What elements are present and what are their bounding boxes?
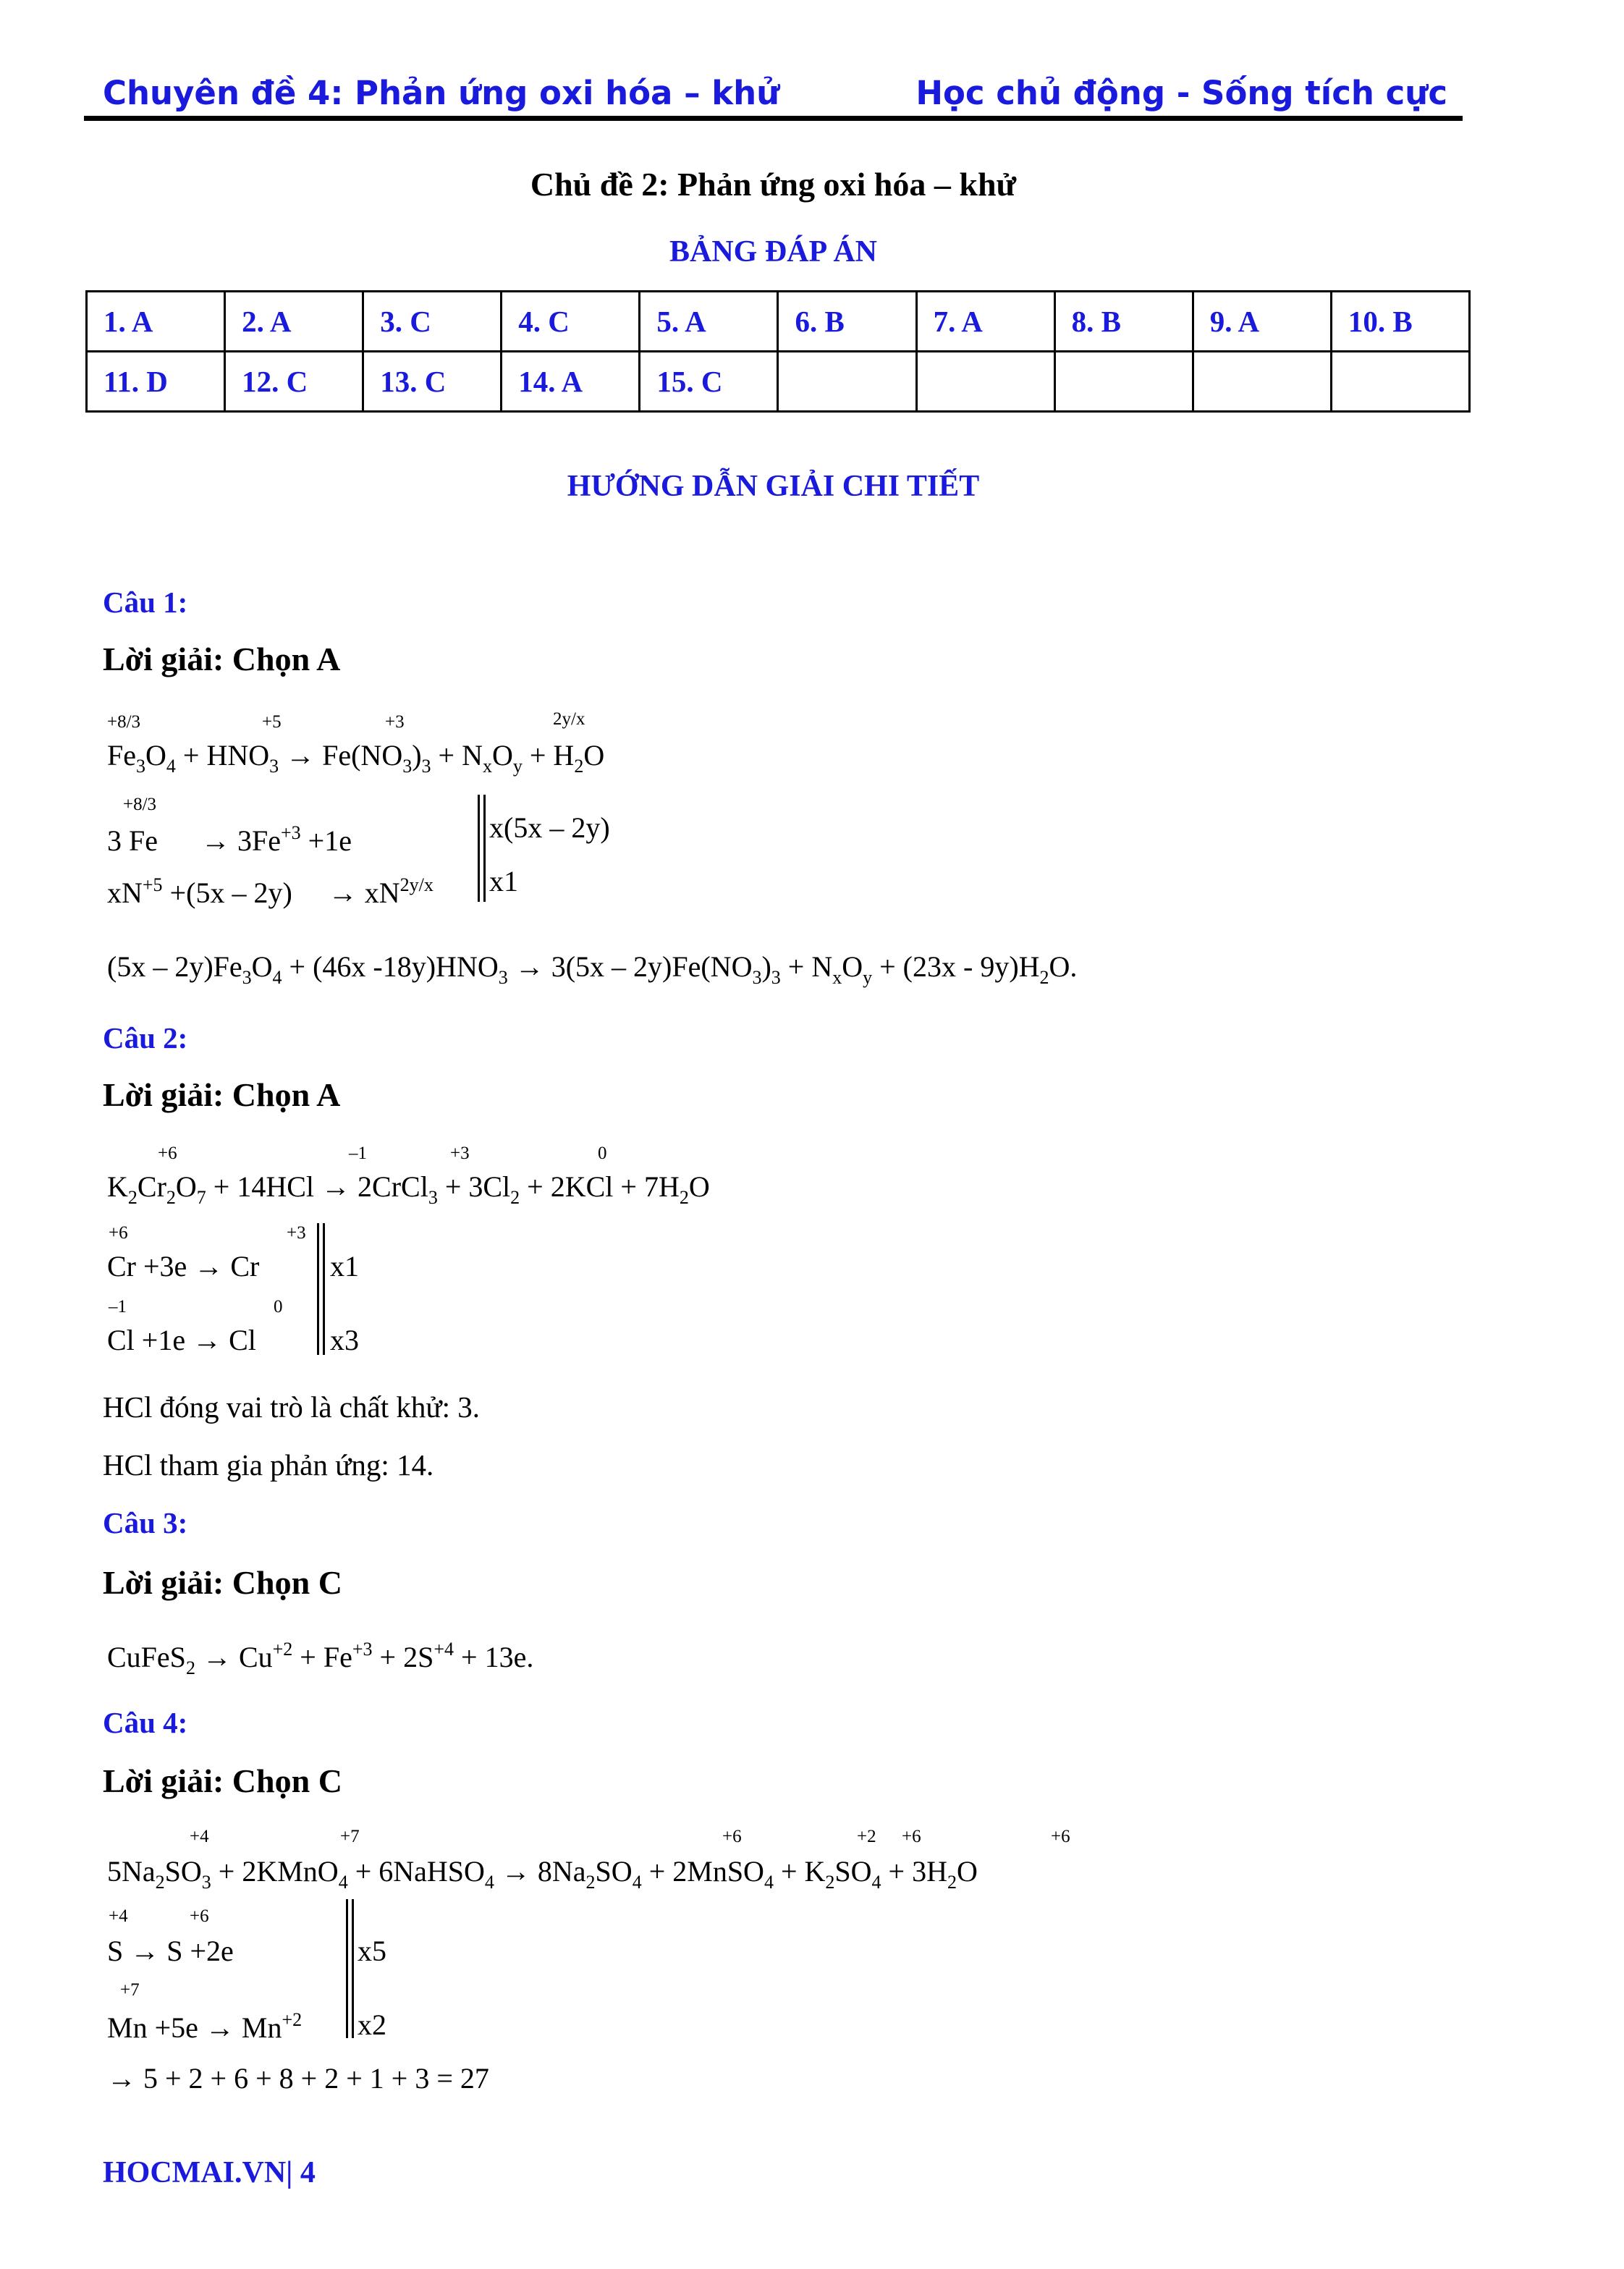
multiplier: x1 (489, 865, 518, 897)
divider (478, 795, 480, 902)
table-row (87, 292, 1470, 352)
question-2-solution: Lời giải: Chọn A (103, 1076, 341, 1113)
half-reaction-4a: S → S +2e (107, 1935, 234, 1967)
question-2-label: Câu 2: (103, 1021, 188, 1055)
oxidation-number: +4 (190, 1827, 209, 1846)
oxidation-number: +6 (190, 1906, 209, 1926)
note-text: HCl đóng vai trò là chất khử: 3. (103, 1390, 480, 1424)
answer-cell (778, 352, 916, 412)
question-1-solution: Lời giải: Chọn A (103, 641, 341, 677)
divider (352, 1899, 354, 2038)
half-reaction-2b: Cl +1e → Cl (107, 1324, 256, 1356)
table-row (87, 352, 1470, 412)
equation-1-main: $Fe_3O_4 + HNO_3 \to Fe(NO_3)_3 + N_xO_y + H_2O$ (107, 739, 605, 777)
oxidation-number: +6 (722, 1827, 742, 1846)
equation-4-main: $5Na_2SO_3$ + 2KMnO$_4$ + 6NaHSO$_4$ → $8Na_2SO_4$ + 2MnSO$_4$ + $K_2SO_4 + 3H_2O$ (107, 1855, 978, 1893)
coefficient-sum: → 5 + 2 + 6 + 8 + 2 + 1 + 3 = 27 (107, 2062, 489, 2095)
oxidation-number: +4 (109, 1906, 128, 1926)
question-4-solution: Lời giải: Chọn C (103, 1762, 342, 1799)
multiplier: x3 (330, 1324, 359, 1356)
divider (317, 1223, 319, 1355)
oxidation-number: –1 (349, 1144, 367, 1163)
oxidation-number: +3 (287, 1223, 306, 1243)
oxidation-number: +6 (1051, 1827, 1070, 1846)
answer-cell: 12. C (225, 352, 363, 412)
oxidation-number: 0 (598, 1144, 607, 1163)
answer-cell: 9. A (1193, 292, 1331, 352)
answer-cell: 10. B (1331, 292, 1469, 352)
oxidation-number: +3 (385, 712, 405, 732)
oxidation-number: +8/3 (107, 712, 141, 732)
answer-table (85, 290, 1471, 413)
oxidation-number: 2y/x (553, 709, 585, 729)
multiplier: x1 (330, 1250, 359, 1283)
solution-guide-heading: HƯỚNG DẪN GIẢI CHI TIẾT (567, 470, 980, 503)
answer-cell (1331, 352, 1469, 412)
oxidation-number: –1 (109, 1297, 127, 1317)
oxidation-number: +3 (450, 1144, 470, 1163)
oxidation-number: +5 (262, 712, 282, 732)
answer-cell: 6. B (778, 292, 916, 352)
oxidation-number: +2 (857, 1827, 876, 1846)
oxidation-number: +6 (109, 1223, 128, 1243)
answer-cell: 7. A (916, 292, 1054, 352)
answer-cell: 14. A (502, 352, 640, 412)
oxidation-number: 0 (274, 1297, 283, 1317)
answer-cell: 2. A (225, 292, 363, 352)
divider (483, 795, 486, 902)
answer-cell (1054, 352, 1193, 412)
oxidation-number: +8/3 (123, 795, 157, 814)
header-topic: Chuyên đề 4: Phản ứng oxi hóa – khử (103, 74, 780, 112)
half-reaction-4b: $Mn +5e \to Mn^{+2}$ (107, 2009, 303, 2044)
divider (346, 1899, 348, 2038)
divider (323, 1223, 325, 1355)
multiplier: x5 (358, 1935, 386, 1967)
page-title: Chủ đề 2: Phản ứng oxi hóa – khử (530, 166, 1017, 203)
question-3-solution: Lời giải: Chọn C (103, 1564, 342, 1601)
answer-cell (916, 352, 1054, 412)
half-reaction-1a: 3 $Fe \to 3Fe^{+3} +1e$ (107, 822, 352, 857)
note-text: HCl tham gia phản ứng: 14. (103, 1448, 434, 1482)
answer-cell: 11. D (87, 352, 225, 412)
oxidation-number: +6 (902, 1827, 921, 1846)
question-4-label: Câu 4: (103, 1706, 188, 1739)
oxidation-number: +6 (158, 1144, 177, 1163)
answer-cell: 3. C (363, 292, 502, 352)
answer-table-heading: BẢNG ĐÁP ÁN (669, 235, 877, 269)
header-slogan: Học chủ động - Sống tích cực (915, 74, 1447, 112)
question-3-label: Câu 3: (103, 1506, 188, 1539)
half-reaction-2a: Cr +3e → Cr (107, 1250, 260, 1283)
answer-cell: 1. A (87, 292, 225, 352)
answer-cell (1193, 352, 1331, 412)
oxidation-number: +7 (340, 1827, 360, 1846)
half-reaction-1b: $xN^{+5} +(5x - 2y) \to xN^{2y/x}$ (107, 874, 434, 909)
equation-2-main: $K_2Cr_2O_7 + 14HCl$ → 2CrCl$_3$ + $3Cl_2 + 2KCl + 7H_2O$ (107, 1170, 710, 1208)
question-1-label: Câu 1: (103, 586, 188, 619)
header-divider (84, 116, 1463, 121)
multiplier: x(5x – 2y) (489, 811, 610, 844)
oxidation-number: +7 (120, 1980, 140, 2000)
answer-cell: 8. B (1054, 292, 1193, 352)
answer-cell: 15. C (640, 352, 778, 412)
answer-cell: 5. A (640, 292, 778, 352)
multiplier: x2 (358, 2008, 386, 2041)
answer-cell: 13. C (363, 352, 502, 412)
answer-cell: 4. C (502, 292, 640, 352)
equation-3: CuFeS$_2$ → $Cu^{+2} + Fe^{+3} + 2S^{+4} + 13e$. (107, 1639, 534, 1678)
equation-1-final: $(5x - 2y)Fe_3O_4 + (46x$ $-18y)HNO_3 \to 3(5x - 2y)Fe(NO_3)_3 + N_xO_y + (23x - 9y)H_2O$. (107, 950, 1078, 988)
page-footer: HOCMAI.VN| 4 (103, 2156, 316, 2189)
